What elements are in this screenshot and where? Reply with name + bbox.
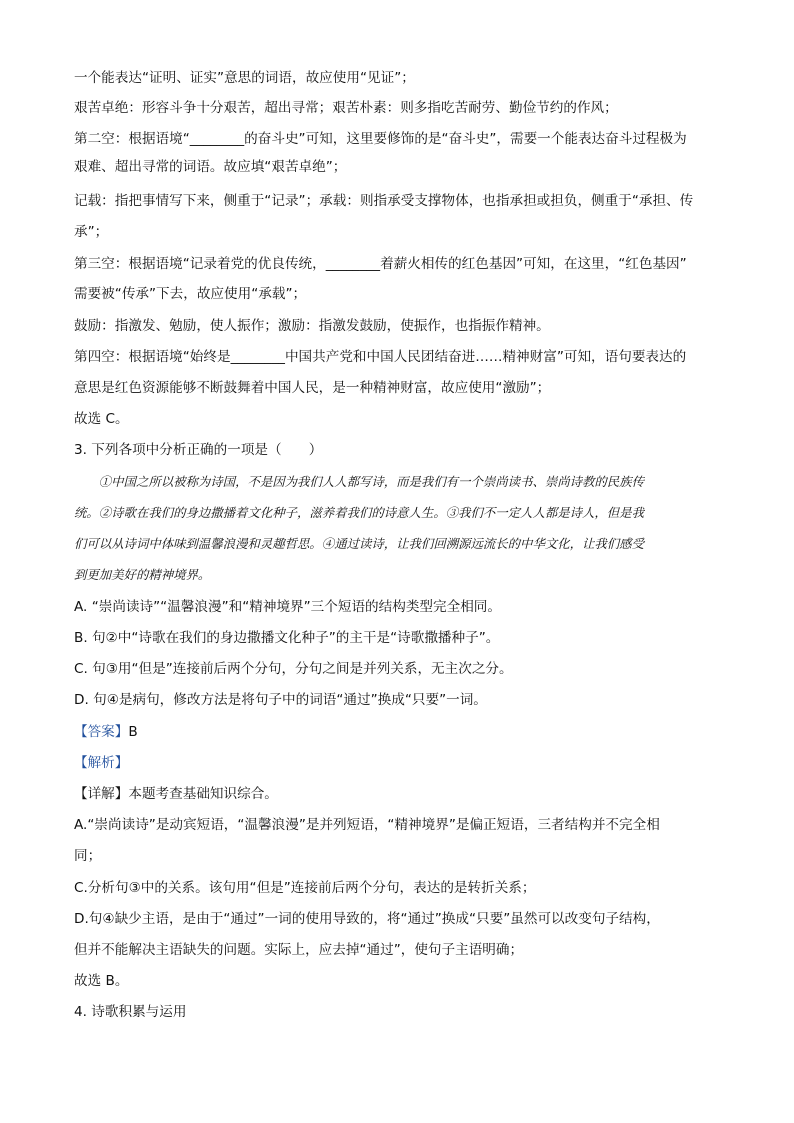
question-heading: 4. 诗歌积累与运用 (74, 1004, 187, 1020)
quote-passage-line: 到更加美好的精神境界。 (74, 567, 211, 582)
text-line: 一个能表达“证明、证实”意思的词语，故应使用“见证”； (74, 70, 415, 86)
quote-passage-line: ①中国之所以被称为诗国，不是因为我们人人都写诗，而是我们有一个崇尚读书、崇尚诗教的民族传 (74, 474, 644, 489)
text-line: 艰苦卓绝：形容斗争十分艰苦，超出寻常；艰苦朴素：则多指吃苦耐劳、勤俭节约的作风； (74, 100, 618, 116)
text-line: A.“崇尚读诗”是动宾短语，“温馨浪漫”是并列短语，“精神境界”是偏正短语，三者结构并不完全相 (74, 817, 660, 833)
question-heading: 3. 下列各项中分析正确的一项是（ ） (74, 442, 323, 458)
quote-passage-line: 们可以从诗词中体味到温馨浪漫和灵趣哲思。④通过读诗，让我们回溯源远流长的中华文化，让我们感受 (74, 536, 644, 551)
text-line: 故选 B。 (74, 973, 129, 989)
analysis-tag: 【解析】 (74, 755, 129, 771)
text-line: 第四空：根据语境“始终是________中国共产党和中国人民团结奋进……精神财富”可知，语句要表达的 (74, 349, 687, 365)
quote-passage-line: 统。②诗歌在我们的身边撒播着文化种子，滋养着我们的诗意人生。③我们不一定人人都是诗人，但是我 (74, 505, 644, 520)
option-d: D. 句④是病句，修改方法是将句子中的词语“通过”换成“只要”一词。 (74, 692, 487, 708)
text-line: C.分析句③中的关系。该句用“但是”连接前后两个分句，表达的是转折关系； (74, 880, 536, 896)
text-line: 承”； (74, 224, 109, 240)
detail-text: 本题考查基础知识综合。 (128, 786, 278, 802)
text-line: 第三空：根据语境“记录着党的优良传统，________着薪火相传的红色基因”可知，在这里，“红色基因” (74, 256, 687, 272)
text-line: 同； (74, 848, 102, 864)
text-line: 鼓励：指激发、勉励，使人振作；激励：指激发鼓励，使振作，也指振作精神。 (74, 318, 550, 334)
text-line: 意思是红色资源能够不断鼓舞着中国人民，是一种精神财富，故应使用“激励”； (74, 380, 551, 396)
text-line: 记载：指把事情写下来，侧重于“记录”；承载：则指承受支撑物体，也指承担或担负，侧重于“承担、传 (74, 193, 694, 209)
answer-tag: 【答案】 (74, 724, 129, 740)
answer-value: B (128, 724, 138, 740)
text-line: D.句④缺少主语，是由于“通过”一词的使用导致的，将“通过”换成“只要”虽然可以改变句子结构， (74, 911, 660, 927)
detail-line (74, 784, 278, 804)
option-a: A. “崇尚读诗”“温馨浪漫”和“精神境界”三个短语的结构类型完全相同。 (74, 599, 501, 615)
option-b: B. 句②中“诗歌在我们的身边撒播文化种子”的主干是“诗歌撒播种子”。 (74, 630, 500, 646)
text-line: 第二空：根据语境“________的奋斗史”可知，这里要修饰的是“奋斗史”，需要一个能表达奋斗过程极为 (74, 131, 687, 147)
text-line: 故选 C。 (74, 411, 129, 427)
answer-line (74, 722, 138, 742)
text-line: 但并不能解决主语缺失的问题。实际上，应去掉“通过”，使句子主语明确； (74, 942, 524, 958)
detail-tag: 【详解】 (74, 786, 129, 802)
option-c: C. 句③用“但是”连接前后两个分句，分句之间是并列关系，无主次之分。 (74, 661, 513, 677)
text-line: 艰难、超出寻常的词语。故应填“艰苦卓绝”； (74, 159, 347, 175)
text-line: 需要被“传承”下去，故应使用“承载”； (74, 286, 307, 302)
